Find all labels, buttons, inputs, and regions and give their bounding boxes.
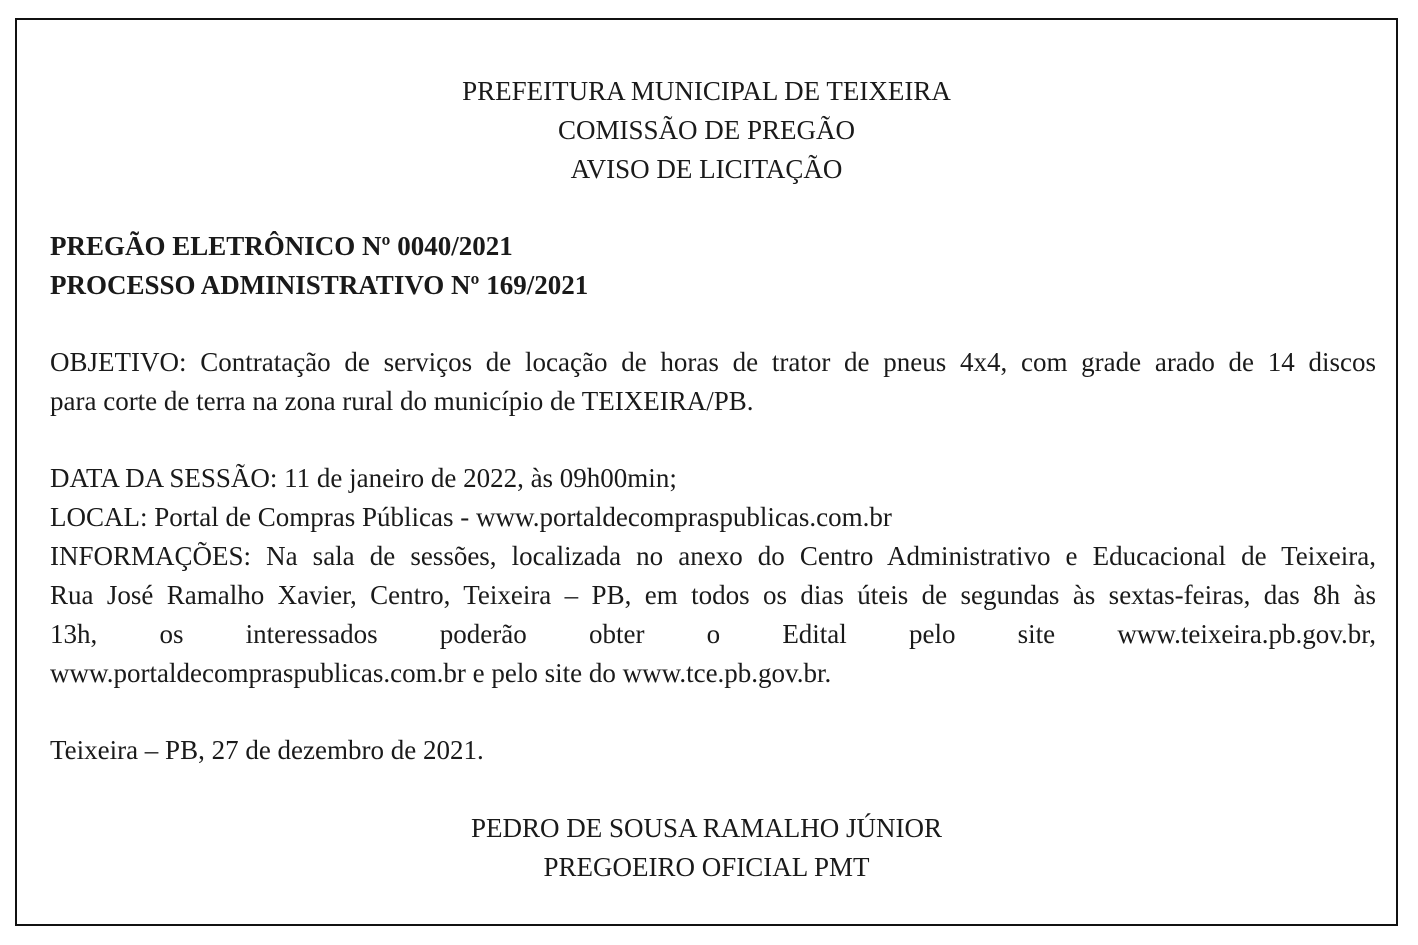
date-place-line: Teixeira – PB, 27 de dezembro de 2021.: [50, 735, 484, 765]
header-line-comissao: COMISSÃO DE PREGÃO: [557, 115, 856, 145]
informacoes-line-3: [50, 615, 1376, 654]
informacoes-paragraph: [50, 537, 1376, 693]
header-line-prefeitura: PREFEITURA MUNICIPAL DE TEIXEIRA: [462, 76, 951, 106]
header-line-aviso: AVISO DE LICITAÇÃO: [570, 154, 843, 184]
local-line: LOCAL: Portal de Compras Públicas - www.portaldecompraspublicas.com.br: [50, 502, 892, 532]
sessao-line: DATA DA SESSÃO: 11 de janeiro de 2022, às 09h00min;: [50, 463, 677, 493]
informacoes-word: poderão: [439, 619, 527, 649]
informacoes-line-2: Rua José Ramalho Xavier, Centro, Teixeira – PB, em todos os dias úteis de segundas às sextas-feiras, das 8h às: [50, 580, 1376, 610]
pregao-title: PREGÃO ELETRÔNICO Nº 0040/2021: [50, 231, 513, 261]
informacoes-line-1: INFORMAÇÕES: Na sala de sessões, localizada no anexo do Centro Administrativo e Educacional de Teixeira,: [50, 541, 1376, 571]
informacoes-word: pelo: [908, 619, 956, 649]
informacoes-line-4: www.portaldecompraspublicas.com.br e pelo site do www.tce.pb.gov.br.: [50, 658, 832, 688]
objetivo-line-1: OBJETIVO: Contratação de serviços de locação de horas de trator de pneus 4x4, com grade arado de 14 discos: [50, 347, 1376, 377]
informacoes-word: interessados: [245, 619, 378, 649]
informacoes-word: Edital: [782, 619, 847, 649]
informacoes-word: www.teixeira.pb.gov.br,: [1117, 619, 1376, 649]
informacoes-word: os: [159, 619, 184, 649]
processo-title: PROCESSO ADMINISTRATIVO Nº 169/2021: [50, 270, 589, 300]
signatory-name: PEDRO DE SOUSA RAMALHO JÚNIOR: [470, 813, 943, 843]
objetivo-line-2: para corte de terra na zona rural do município de TEIXEIRA/PB.: [50, 386, 754, 416]
signatory-role: PREGOEIRO OFICIAL PMT: [543, 852, 870, 882]
informacoes-word: site: [1017, 619, 1056, 649]
objetivo-paragraph: [50, 343, 1376, 421]
notice-frame: [15, 18, 1398, 926]
informacoes-word: 13h,: [50, 619, 98, 649]
informacoes-word: obter: [588, 619, 645, 649]
informacoes-word: o: [706, 619, 721, 649]
